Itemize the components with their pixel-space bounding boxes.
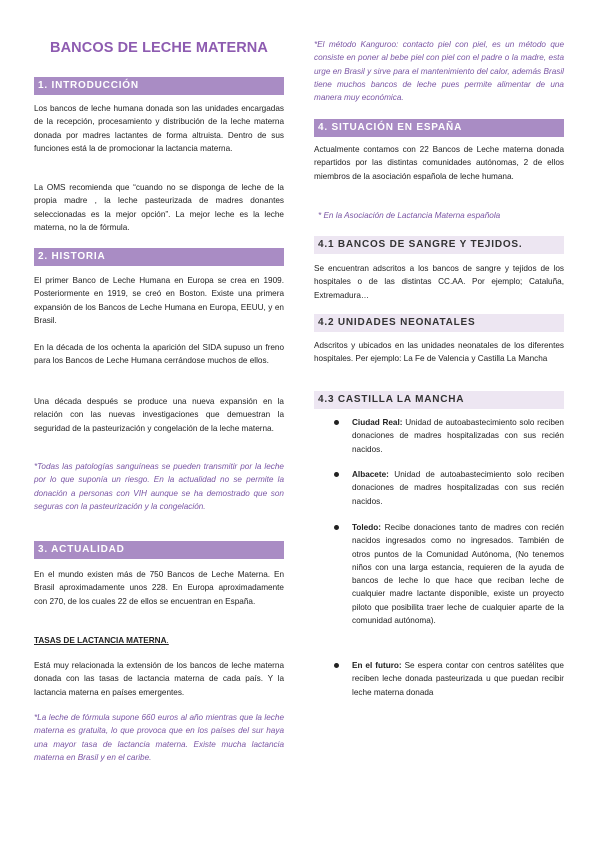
section-header-castilla: 4.3 CASTILLA LA MANCHA xyxy=(314,391,564,409)
section-header-situacion: 4. SITUACIÓN EN ESPAÑA xyxy=(314,119,564,137)
historia-note: *Todas las patologías sanguíneas se pueden transmitir por la leche por lo que suponía un riesgo. En la actualidad no se permite la donación a personas con VIH aunque se ha demostrado que son seguras con la pasteurización y la congelación. xyxy=(34,462,284,511)
list-item-lead: Albacete: xyxy=(352,470,389,479)
introduccion-paragraph-1: Los bancos de leche humana donada son las unidades encargadas de la recepción, procesamiento y distribución de la leche materna donada por madres lactantes de forma altruista. Dentro de sus funciones está la de promocionar la lactancia materna. xyxy=(34,104,284,153)
bullet-icon xyxy=(334,663,339,668)
situacion-paragraph-1: Actualmente contamos con 22 Bancos de Leche materna donada repartidos por las distintas comunidades autónomas, 2 de ellos miembros de la asociación española de leche humana. xyxy=(314,145,564,181)
introduccion-paragraph-2: La OMS recomienda que “cuando no se disponga de leche de la propia madre , la leche pasteurizada de madres donantes seleccionadas es la mejor opción”. La mejor leche es la leche materna, no la de fórmula. xyxy=(34,183,284,232)
historia-paragraph-1: El primer Banco de Leche Humana en Europa se crea en 1909. Posteriormente en 1919, se creó en Boston. Existe una primera expansión de los Bancos de Leche Humana en Europa, EEUU, y en Brasil. xyxy=(34,276,284,325)
sangre-paragraph: Se encuentran adscritos a los bancos de sangre y tejidos de los hospitales o de las distintas CC.AA. Por ejemplo; Cataluña, Extremadura… xyxy=(314,264,564,300)
actualidad-note: *La leche de fórmula supone 660 euros al año mientras que la leche materna es gratuita, lo que provoca que en los países del sur haya una mayor tasa de lactancia materna. Existe mucha lactancia materna en Brasil y en el caribe. xyxy=(34,713,284,762)
historia-paragraph-3: Una década después se produce una nueva expansión en la relación con las nuevas investigaciones que demuestran la seguridad de la pasteurización y congelación de la leche materna. xyxy=(34,397,284,433)
bullet-icon xyxy=(334,525,339,530)
list-item-text: Se espera contar con centros satélites que reciben leche donada pasteurizada u que puedan recibir leche materna donada xyxy=(352,661,564,697)
list-item-lead: Toledo: xyxy=(352,523,381,532)
list-item-lead: En el futuro: xyxy=(352,661,402,670)
section-header-actualidad: 3. ACTUALIDAD xyxy=(34,541,284,559)
page-title: BANCOS DE LECHE MATERNA xyxy=(50,40,268,56)
actualidad-paragraph-1: En el mundo existen más de 750 Bancos de Leche Materna. En Brasil aproximadamente unos 228. En Europa aproximadamente con 270, de los cuales 22 de ellos se encuentran en España. xyxy=(34,570,284,606)
list-item-futuro xyxy=(352,659,564,699)
list-item-text: Unidad de autoabastecimiento solo reciben donaciones de madres hospitalizadas con sus recién nacidos. xyxy=(352,470,564,506)
historia-paragraph-2: En la década de los ochenta la aparición del SIDA supuso un freno para los Bancos de Leche Humana cerrándose muchos de ellos. xyxy=(34,343,284,366)
list-item-albacete xyxy=(352,468,564,508)
tasas-lactancia-title-text: TASAS DE LACTANCIA MATERNA xyxy=(34,636,167,645)
list-item-text: Recibe donaciones tanto de madres con recién nacidos ingresados como no ingresados. También de otros puntos de la Comunidad Autónoma, (No tenemos niños con una larga estancia, requieren de la ayuda de bancos de leche lo que hace que reciban leche de cualquier madre lactante disponible, existe un proyecto piloto que posibilita traer leche de cualquier aparte de la comunidad autónoma). xyxy=(352,523,564,626)
situacion-note: * En la Asociación de Lactancia Materna española xyxy=(318,211,501,220)
kanguro-note: *El método Kanguroo: contacto piel con piel, es un método que consiste en poner al bebe piel con piel con el padre o la madre, esta urge en Brasil y sirve para el mantenimiento del calor, además Brasil tiene muchos bancos de leche pues permite alimentar de una manera muy económica. xyxy=(314,40,564,103)
list-item-ciudad-real xyxy=(352,416,564,456)
section-header-introduccion: 1. INTRODUCCIÓN xyxy=(34,77,284,95)
list-item-toledo xyxy=(352,521,564,627)
section-header-sangre: 4.1 BANCOS DE SANGRE Y TEJIDOS. xyxy=(314,236,564,254)
tasas-lactancia-title: TASAS DE LACTANCIA MATERNA. xyxy=(34,636,169,645)
bullet-icon xyxy=(334,472,339,477)
actualidad-paragraph-2: Está muy relacionada la extensión de los bancos de leche materna donada con las tasas de lactancia materna de cada país. Y la lactancia materna en países emergentes. xyxy=(34,661,284,697)
section-header-historia: 2. HISTORIA xyxy=(34,248,284,266)
list-item-lead: Ciudad Real: xyxy=(352,418,403,427)
section-header-neonatales: 4.2 UNIDADES NEONATALES xyxy=(314,314,564,332)
bullet-icon xyxy=(334,420,339,425)
neonatales-paragraph: Adscritos y ubicados en las unidades neonatales de los diferentes hospitales. Per ejemplo: La Fe de Valencia y Castilla La Mancha xyxy=(314,341,564,364)
list-item-text: Unidad de autoabastecimiento solo reciben donaciones de madres hospitalizadas con sus recién nacidos. xyxy=(352,418,564,454)
